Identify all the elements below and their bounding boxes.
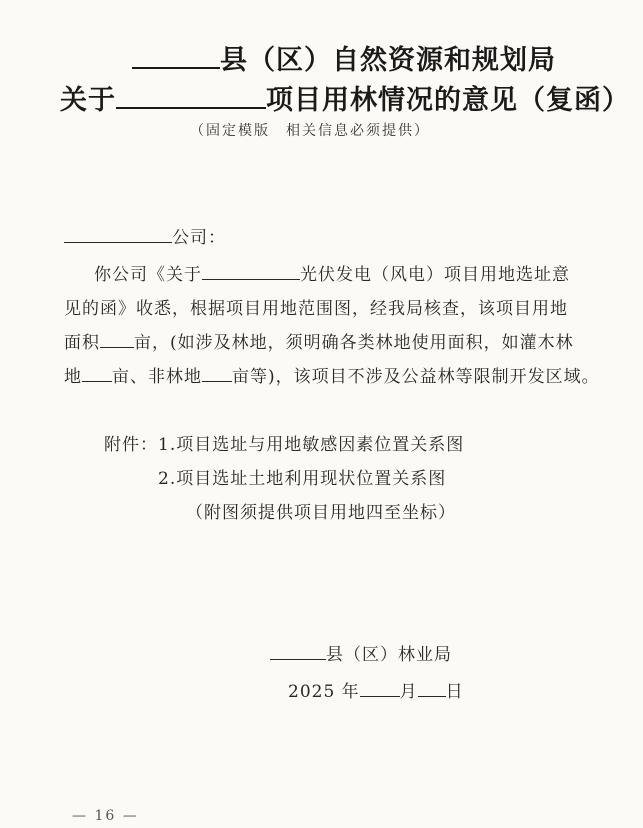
title-line2-suffix: 项目用林情况的意见（复函） bbox=[266, 85, 630, 116]
signature-date bbox=[288, 677, 464, 702]
area-blank bbox=[100, 346, 134, 348]
title-line2-prefix: 关于 bbox=[60, 85, 116, 116]
body-line-2: 见的函》收悉，根据项目用地范围图，经我局核查，该项目用地 bbox=[64, 299, 568, 319]
non-forest-area-blank bbox=[202, 380, 232, 382]
body-p1-a: 你公司《关于 bbox=[94, 265, 202, 285]
body-line-4 bbox=[64, 362, 600, 387]
salutation-suffix: 公司： bbox=[172, 228, 226, 248]
attachment-note: （附图须提供项目用地四至坐标） bbox=[186, 503, 456, 523]
project-name-blank bbox=[116, 106, 266, 109]
body-p3-b: 亩，(如涉及林地，须明确各类林地使用面积，如灌木林 bbox=[134, 333, 574, 353]
attachment-item-1: 1.项目选址与用地敏感因素位置关系图 bbox=[158, 435, 465, 455]
signature-org bbox=[270, 640, 452, 665]
attachment-item-2: 2.项目选址土地利用现状位置关系图 bbox=[158, 469, 447, 489]
month-blank bbox=[360, 695, 400, 697]
salutation bbox=[64, 223, 226, 248]
county-blank bbox=[270, 658, 326, 660]
date-day: 日 bbox=[445, 682, 464, 702]
body-line-3 bbox=[64, 328, 574, 353]
shrub-area-blank bbox=[82, 380, 112, 382]
date-month: 月 bbox=[399, 682, 418, 702]
title-line-1 bbox=[132, 38, 556, 77]
company-name-blank bbox=[64, 241, 172, 243]
body-p4-b: 亩、非林地 bbox=[112, 367, 202, 387]
county-name-blank bbox=[132, 66, 220, 69]
attachments-label: 附件： bbox=[104, 435, 158, 455]
title-line1-text: 县（区）自然资源和规划局 bbox=[220, 45, 556, 76]
title-line-2 bbox=[60, 78, 630, 117]
template-note: （固定模版 相关信息必须提供） bbox=[190, 123, 430, 139]
body-p1-b: 光伏发电（风电）项目用地选址意 bbox=[300, 265, 570, 285]
body-p4-a: 地 bbox=[64, 367, 82, 387]
letter-title-blank bbox=[202, 278, 300, 280]
page-number: — 16 — bbox=[72, 808, 139, 824]
date-year: 2025 年 bbox=[288, 682, 360, 702]
body-p4-c: 亩等)，该项目不涉及公益林等限制开发区域。 bbox=[232, 367, 600, 387]
day-blank bbox=[418, 695, 446, 697]
body-p3-a: 面积 bbox=[64, 333, 100, 353]
signature-org-text: 县（区）林业局 bbox=[326, 645, 452, 665]
body-line-1 bbox=[94, 260, 570, 285]
